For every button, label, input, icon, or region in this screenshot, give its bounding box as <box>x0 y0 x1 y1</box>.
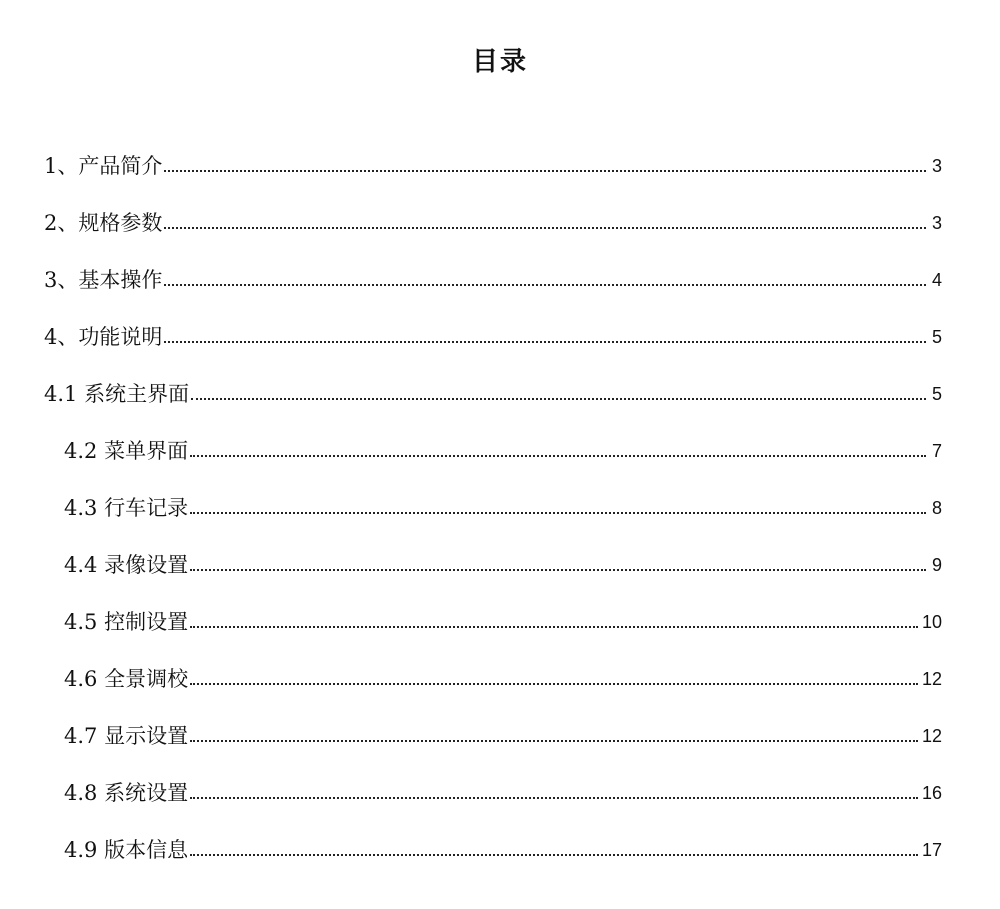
toc-entry-page-number: 12 <box>921 669 942 689</box>
toc-entry-main-interface[interactable] <box>0 368 1000 408</box>
dot-leader <box>190 682 918 685</box>
toc-entry-label: 4.7 显示设置 <box>64 724 189 748</box>
dot-leader <box>190 625 918 628</box>
toc-entry-label: 4.9 版本信息 <box>64 838 189 862</box>
toc-entry-display-settings[interactable] <box>0 710 1000 750</box>
toc-entry-page-number: 5 <box>931 327 942 347</box>
dot-leader <box>190 853 918 856</box>
dot-leader <box>190 739 918 742</box>
toc-entry-page-number: 17 <box>921 840 942 860</box>
toc-entry-product-intro[interactable] <box>0 140 1000 180</box>
toc-entry-version-info[interactable] <box>0 824 1000 864</box>
toc-entry-page-number: 3 <box>931 156 942 176</box>
toc-entry-specifications[interactable] <box>0 197 1000 237</box>
toc-entry-control-settings[interactable] <box>0 596 1000 636</box>
dot-leader <box>164 169 926 172</box>
toc-entry-driving-record[interactable] <box>0 482 1000 522</box>
dot-leader <box>164 226 926 229</box>
toc-entry-page-number: 4 <box>931 270 942 290</box>
toc-entry-menu-interface[interactable] <box>0 425 1000 465</box>
toc-entry-label: 4、功能说明 <box>44 325 163 349</box>
dot-leader <box>190 568 926 571</box>
dot-leader <box>164 283 926 286</box>
toc-entry-label: 1、产品简介 <box>44 154 163 178</box>
dot-leader <box>190 796 918 799</box>
toc-title: 目录 <box>471 47 528 77</box>
toc-entry-page-number: 12 <box>921 726 942 746</box>
toc-entry-label: 4.6 全景调校 <box>64 667 189 691</box>
toc-entry-page-number: 10 <box>921 612 942 632</box>
toc-entry-page-number: 3 <box>931 213 942 233</box>
dot-leader <box>164 340 926 343</box>
toc-entry-page-number: 5 <box>931 384 942 404</box>
dot-leader <box>190 511 926 514</box>
toc-entry-page-number: 9 <box>931 555 942 575</box>
toc-entry-label: 4.2 菜单界面 <box>64 439 189 463</box>
toc-entry-label: 4.4 录像设置 <box>64 553 189 577</box>
toc-entry-label: 4.5 控制设置 <box>64 610 189 634</box>
toc-entry-system-settings[interactable] <box>0 767 1000 807</box>
toc-entry-page-number: 8 <box>931 498 942 518</box>
toc-entry-page-number: 7 <box>931 441 942 461</box>
toc-entry-recording-settings[interactable] <box>0 539 1000 579</box>
toc-entry-label: 4.3 行车记录 <box>64 496 189 520</box>
toc-entry-label: 2、规格参数 <box>44 211 163 235</box>
dot-leader <box>190 454 926 457</box>
toc-entry-label: 3、基本操作 <box>44 268 163 292</box>
toc-entry-page-number: 16 <box>921 783 942 803</box>
dot-leader <box>191 397 926 400</box>
toc-entry-basic-operation[interactable] <box>0 254 1000 294</box>
toc-entry-label: 4.8 系统设置 <box>64 781 189 805</box>
toc-entry-label: 4.1 系统主界面 <box>44 382 190 406</box>
toc-entry-function-description[interactable] <box>0 311 1000 351</box>
toc-entry-panorama-calibration[interactable] <box>0 653 1000 693</box>
